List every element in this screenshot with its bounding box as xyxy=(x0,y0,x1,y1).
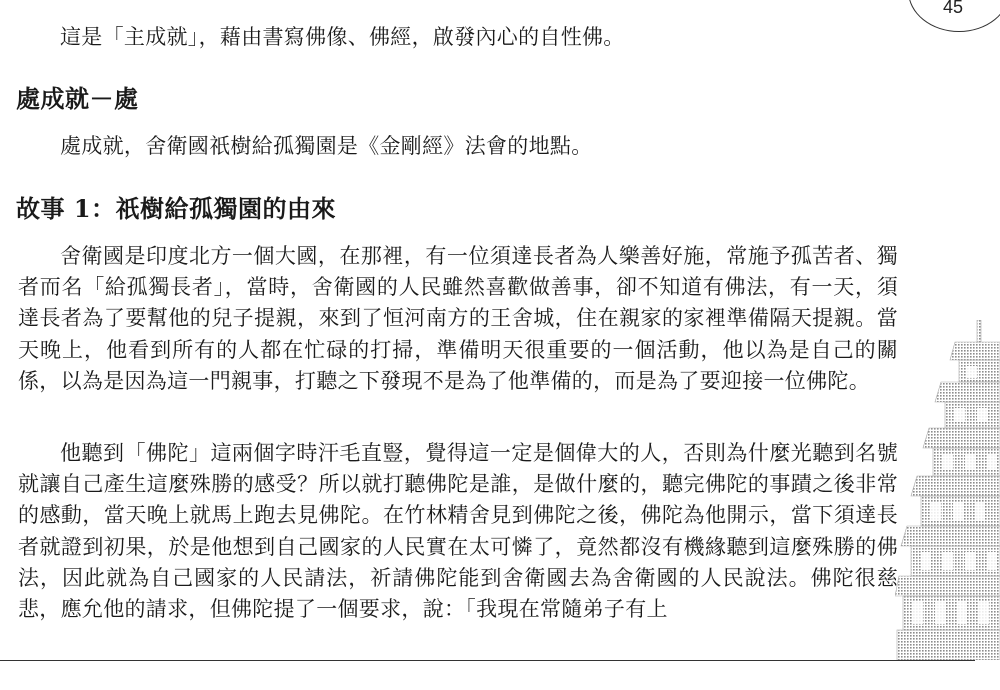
paragraph-story-buddha: 他聽到「佛陀」這兩個字時汗毛直豎，覺得這一定是個偉大的人，否則為什麼光聽到名號就讓自己產生這麼殊勝的感受？所以就打聽佛陀是誰，是做什麼的，聽完佛陀的事蹟之後非常的感動，當天晚上就馬上跑去見佛陀。在竹林精舍見到佛陀之後，佛陀為他開示，當下須達長者就證到初果，於是他想到自己國家的人民實在太可憐了，竟然都沒有機緣聽到這麼殊勝的佛法，因此就為自己國家的人民請法，祈請佛陀能到舍衛國去為舍衛國的人民說法。佛陀很慈悲，應允他的請求，但佛陀提了一個要求，說：「我現在常隨弟子有上 xyxy=(18,441,898,622)
page-number-tab xyxy=(908,0,1000,32)
bottom-rule-divider xyxy=(0,660,975,661)
heading-place-accomplishment: 處成就－處 xyxy=(16,84,139,113)
paragraph-place-accomplishment: 處成就，舍衛國祇樹給孤獨園是《金剛經》法會的地點。 xyxy=(60,134,593,158)
pagoda-illustration-icon xyxy=(895,320,1000,660)
heading-story-1: 故事 1：祇樹給孤獨園的由來 xyxy=(16,194,337,223)
paragraph-story-sravasti: 舍衛國是印度北方一個大國，在那裡，有一位須達長者為人樂善好施，常施予孤苦者、獨者而名「給孤獨長者」，當時，舍衛國的人民雖然喜歡做善事，卻不知道有佛法，有一天，須達長者為了要幫他的兒子提親，來到了恒河南方的王舍城，住在親家的家裡準備隔天提親。當天晚上，他看到所有的人都在忙碌的打掃，準備明天很重要的一個活動，他以為是自己的關係，以為是因為這一門親事，打聽之下發現不是為了他準備的，而是為了要迎接一位佛陀。 xyxy=(18,244,898,393)
paragraph-main-accomplishment: 這是「主成就」，藉由書寫佛像、佛經，啟發內心的自性佛。 xyxy=(60,25,625,49)
page-number: 45 xyxy=(943,0,964,17)
